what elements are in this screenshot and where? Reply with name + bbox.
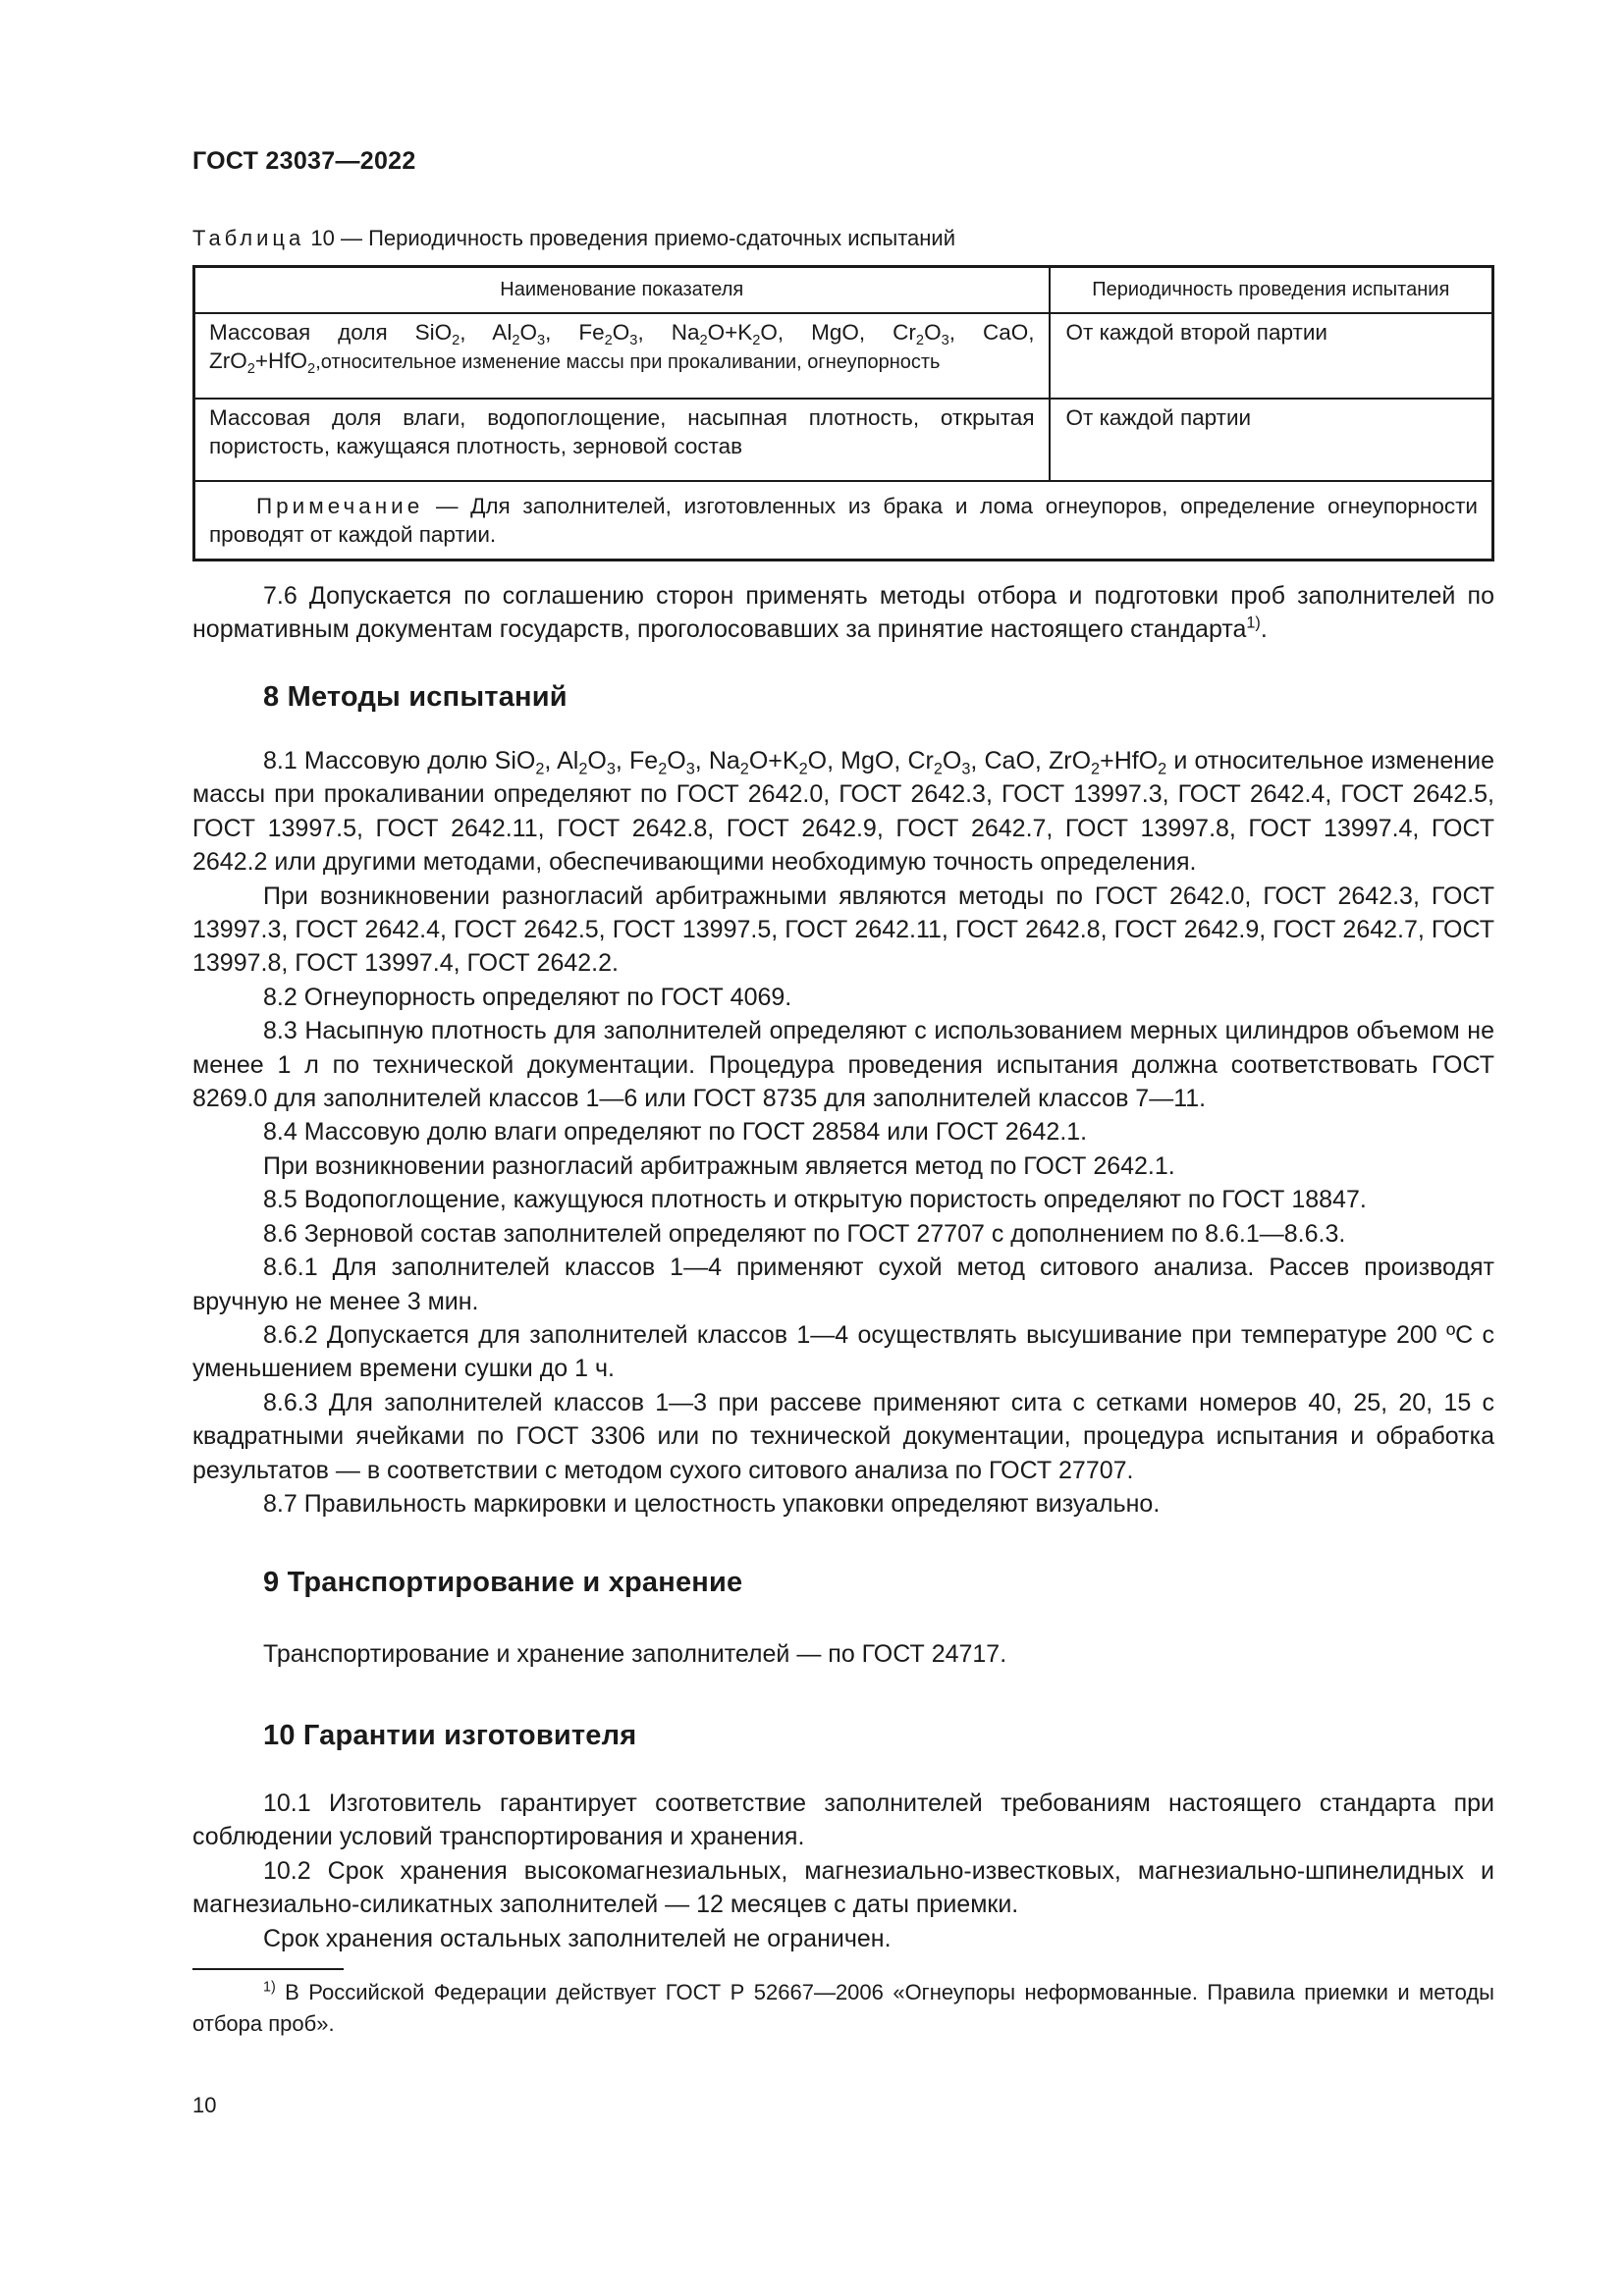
row2-periodicity-cell: От каждой партии [1050, 399, 1493, 481]
footnote [192, 1977, 1494, 2040]
section-8-heading: 8 Методы испытаний [263, 681, 568, 713]
table-note [194, 481, 1493, 561]
section-9-heading: 9 Транспортирование и хранение [263, 1567, 743, 1598]
paragraph-10-1: 10.1 Изготовитель гарантирует соответствие заполнителей требованиям настоящего стандарта при соблюдении условий транспортирования и хранения. [192, 1789, 1494, 1851]
row1-periodicity-cell: От каждой второй партии [1050, 313, 1493, 399]
footnote-separator [192, 1968, 344, 1970]
table-note-row [194, 481, 1493, 561]
column-header-periodicity: Периодичность проведения испытания [1050, 267, 1493, 314]
table-note-text: — Для заполнителей, изготовленных из брака и лома огнеупоров, определение огнеупорности проводят от каждой партии. [209, 494, 1478, 547]
row2-indicator-cell: Массовая доля влаги, водопоглощение, насыпная плотность, открытая пористость, кажущаяся плотность, зерновой состав [194, 399, 1050, 481]
footnote-reference: 1) [1246, 614, 1261, 632]
paragraph-8-3: 8.3 Насыпную плотность для заполнителей определяют с использованием мерных цилиндров объемом не менее 1 л по технической документации. Процедура проведения испытания должна соответствовать ГОСТ 8269.0 для заполнителей классов 1—6 или ГОСТ 8735 для заполнителей классов 7—11. [192, 1017, 1494, 1113]
paragraph-7-6-block [192, 579, 1494, 647]
paragraph-8-6: 8.6 Зерновой состав заполнителей определяют по ГОСТ 27707 с дополнением по 8.6.1—8.6.3. [263, 1219, 1346, 1248]
paragraph-8-4-arbitration: При возникновении разногласий арбитражным является метод по ГОСТ 2642.1. [263, 1151, 1175, 1180]
table-row [194, 313, 1493, 399]
table-caption-title: 10 — Периодичность проведения приемо-сдаточных испытаний [304, 226, 956, 250]
paragraph-9: Транспортирование и хранение заполнителей — по ГОСТ 24717. [263, 1640, 1007, 1668]
paragraph-10-2: 10.2 Срок хранения высокомагнезиальных, магнезиально-известковых, магнезиально-шпинелидных и магнезиально-силикатных заполнителей — 12 месяцев с даты приемки. [192, 1856, 1494, 1919]
table-caption-label: Таблица [192, 226, 305, 250]
paragraph-8-1: 8.1 Массовую долю SiO$_2$, $Al_2O_3$, $Fe_2O_3$, $Na_2O+K_2O$, MgO, $Cr_2O_3$, CaO, ZrO$_2$+HfO$_2$ и относительное изменение массы при прокаливании определяют по ГОСТ 2642.0, ГОСТ 2642.3, ГОСТ 13997.3, ГОСТ 2642.4, ГОСТ 2642.5, ГОСТ 13997.5, ГОСТ 2642.11, ГОСТ 2642.8, ГОСТ 2642.9, ГОСТ 2642.7, ГОСТ 13997.8, ГОСТ 13997.4, ГОСТ 2642.2 или другими методами, обеспечивающими необходимую точность определения. [192, 747, 1494, 877]
paragraph-8-4: 8.4 Массовую долю влаги определяют по ГОСТ 28584 или ГОСТ 2642.1. [263, 1118, 1088, 1147]
paragraph-8-1-arbitration: При возникновении разногласий арбитражными являются методы по ГОСТ 2642.0, ГОСТ 2642.3, ГОСТ 13997.3, ГОСТ 2642.4, ГОСТ 2642.5, ГОСТ 13997.5, ГОСТ 2642.11, ГОСТ 2642.8, ГОСТ 2642.9, ГОСТ 2642.7, ГОСТ 13997.8, ГОСТ 13997.4, ГОСТ 2642.2. [192, 881, 1494, 978]
column-header-indicator: Наименование показателя [194, 267, 1050, 314]
paragraph-8-6-1: 8.6.1 Для заполнителей классов 1—4 применяют сухой метод ситового анализа. Рассев производят вручную не менее 3 мин. [192, 1254, 1494, 1315]
paragraph-8-7: 8.7 Правильность маркировки и целостность упаковки определяют визуально. [263, 1489, 1161, 1518]
paragraph-7-6: 7.6 Допускается по соглашению сторон применять методы отбора и подготовки проб заполнителей по нормативным документам государств, проголосовавших за принятие настоящего стандарта$^{1)}$. [192, 582, 1494, 644]
section-10-heading: 10 Гарантии изготовителя [263, 1720, 637, 1751]
paragraph-8-2: 8.2 Огнеупорность определяют по ГОСТ 4069. [263, 983, 792, 1011]
document-code-header: ГОСТ 23037—2022 [192, 147, 416, 175]
table-10 [192, 265, 1494, 561]
section-10-body [192, 1787, 1494, 1955]
footnote-text: В Российской Федерации действует ГОСТ Р 52667—2006 «Огнеупоры неформованные. Правила приемки и методы отбора проб». [192, 1980, 1494, 2036]
table-caption [192, 226, 955, 251]
paragraph-8-5: 8.5 Водопоглощение, кажущуюся плотность и открытую пористость определяют по ГОСТ 18847. [263, 1186, 1367, 1214]
table-note-label: Примечание [256, 494, 424, 518]
table-row [194, 399, 1493, 481]
section-8-body [192, 744, 1494, 1521]
footnote-mark: 1) [263, 1979, 276, 1996]
paragraph-8-6-2: 8.6.2 Допускается для заполнителей классов 1—4 осуществлять высушивание при температуре 200 ºС с уменьшением времени сушки до 1 ч. [192, 1320, 1494, 1383]
table-header-row [194, 267, 1493, 314]
paragraph-8-6-3: 8.6.3 Для заполнителей классов 1—3 при рассеве применяют сита с сетками номеров 40, 25, 20, 15 с квадратными ячейками по ГОСТ 3306 или по технической документации, процедура испытания и обработка результатов — в соответствии с методом сухого ситового анализа по ГОСТ 27707. [192, 1388, 1494, 1484]
section-9-body [192, 1637, 1494, 1671]
page-number: 10 [192, 2093, 217, 2117]
row1-indicator-cell: Массовая доля SiO$_2$, $Al_2O_3$, $Fe_2O_3$, $Na_2O+K_2O$, MgO, $Cr_2O_3$, CaO, ZrO$_2$+HfO$_2$,относительное изменение массы при прокаливании, огнеупорность [194, 313, 1050, 399]
paragraph-10-2-other: Срок хранения остальных заполнителей не ограничен. [263, 1924, 892, 1952]
